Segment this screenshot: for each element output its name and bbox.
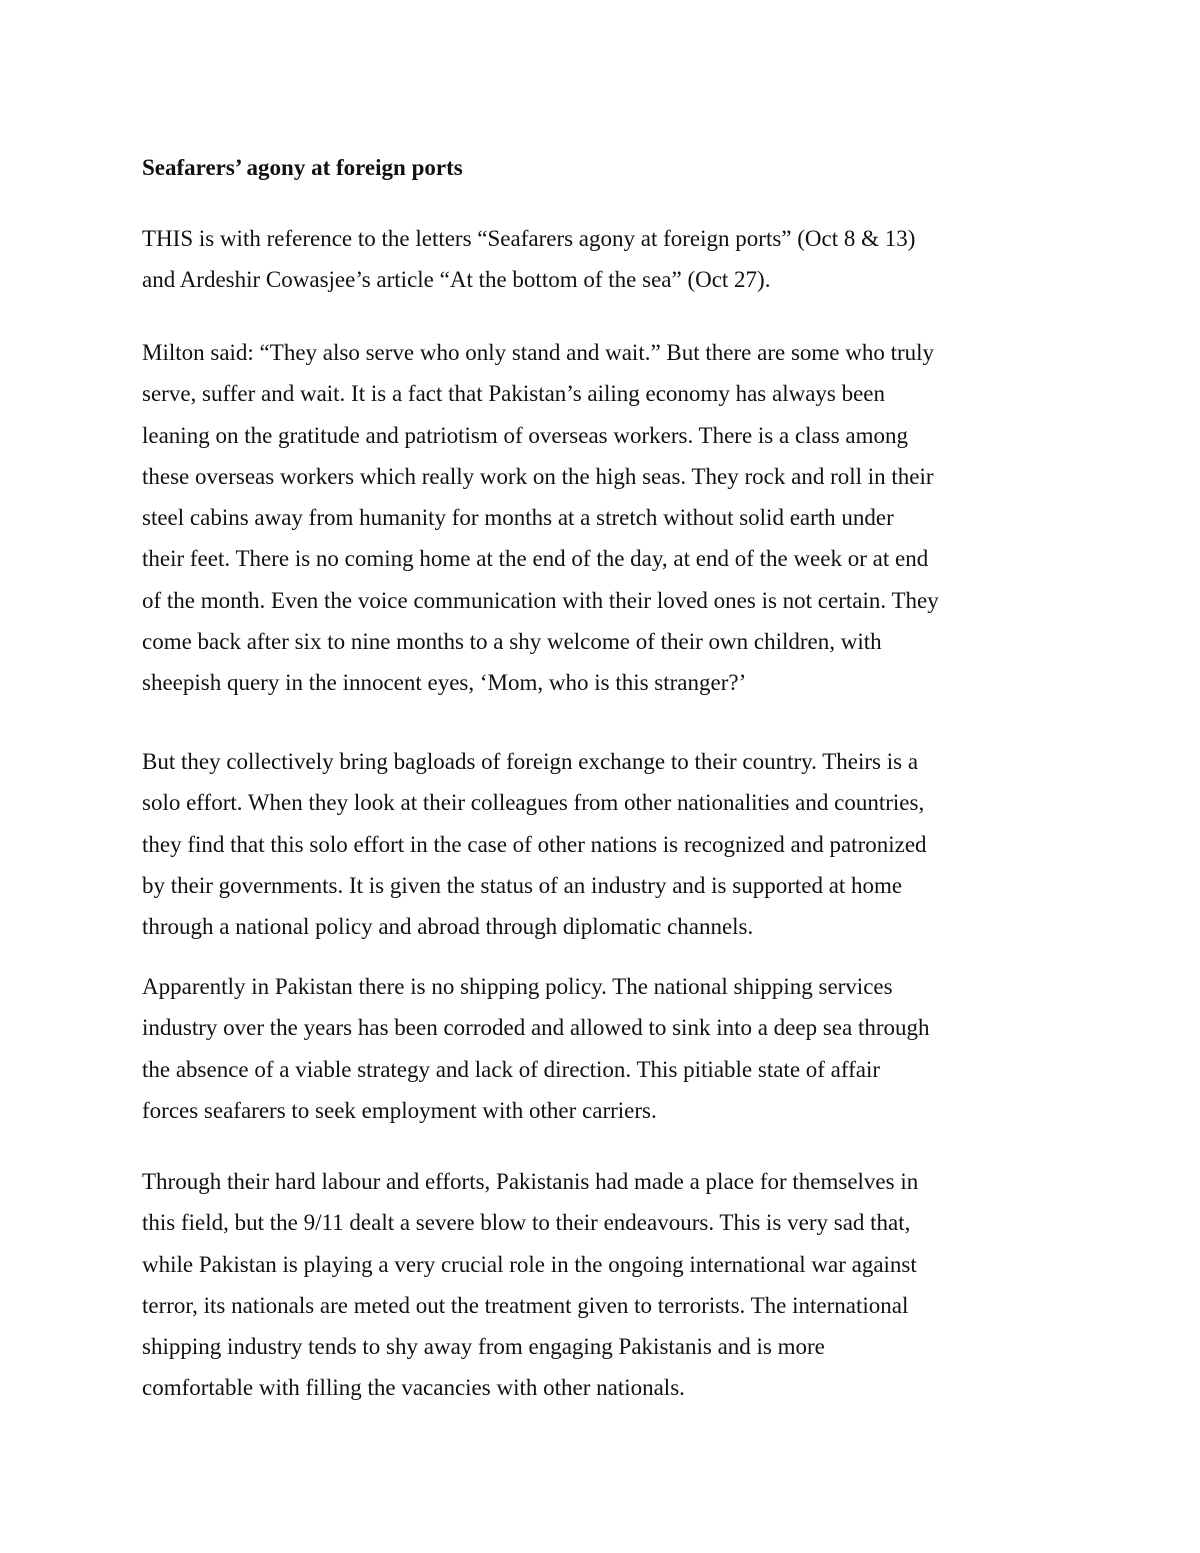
paragraph-line: they find that this solo effort in the case of other nations is recognized and patronized <box>142 831 927 857</box>
paragraph-line: serve, suffer and wait. It is a fact that Pakistan’s ailing economy has always been <box>142 381 886 407</box>
paragraph-line: THIS is with reference to the letters “Seafarers agony at foreign ports” (Oct 8 & 13) <box>142 226 916 251</box>
paragraph-line: forces seafarers to seek employment with other carriers. <box>142 1097 657 1123</box>
paragraph-line: shipping industry tends to shy away from engaging Pakistanis and is more <box>142 1334 825 1360</box>
paragraph-line: leaning on the gratitude and patriotism of overseas workers. There is a class among <box>142 422 909 448</box>
document-title: Seafarers’ agony at foreign ports <box>142 155 463 180</box>
body-paragraph <box>142 966 930 1131</box>
paragraph-line: come back after six to nine months to a shy welcome of their own children, with <box>142 629 882 655</box>
paragraph-line: sheepish query in the innocent eyes, ‘Mom, who is this stranger?’ <box>142 670 747 696</box>
paragraph-line: industry over the years has been corroded and allowed to sink into a deep sea through <box>142 1015 930 1041</box>
paragraph-line: these overseas workers which really work on the high seas. They rock and roll in their <box>142 463 934 489</box>
paragraph-line: by their governments. It is given the status of an industry and is supported at home <box>142 872 903 898</box>
paragraph-line: and Ardeshir Cowasjee’s article “At the bottom of the sea” (Oct 27). <box>142 267 771 293</box>
paragraph-line: steel cabins away from humanity for months at a stretch without solid earth under <box>142 505 894 531</box>
paragraph-line: while Pakistan is playing a very crucial role in the ongoing international war against <box>142 1251 917 1277</box>
paragraph-line: through a national policy and abroad through diplomatic channels. <box>142 914 754 940</box>
paragraph-line: their feet. There is no coming home at the end of the day, at end of the week or at end <box>142 546 929 572</box>
paragraph-line: Milton said: “They also serve who only stand and wait.” But there are some who truly <box>142 340 935 365</box>
paragraph-line: the absence of a viable strategy and lack of direction. This pitiable state of affair <box>142 1056 881 1082</box>
paragraph-line: Through their hard labour and efforts, Pakistanis had made a place for themselves in <box>142 1169 919 1194</box>
body-paragraph <box>142 218 915 301</box>
body-paragraph <box>142 1161 918 1409</box>
paragraph-line: terror, its nationals are meted out the treatment given to terrorists. The international <box>142 1292 909 1318</box>
paragraph-line: comfortable with filling the vacancies with other nationals. <box>142 1375 685 1401</box>
body-paragraph <box>142 741 927 947</box>
paragraph-line: this field, but the 9/11 dealt a severe blow to their endeavours. This is very sad that, <box>142 1210 911 1236</box>
paragraph-line: Apparently in Pakistan there is no shipping policy. The national shipping services <box>142 974 893 999</box>
paragraph-line: But they collectively bring bagloads of foreign exchange to their country. Theirs is a <box>142 749 919 774</box>
paragraph-line: solo effort. When they look at their colleagues from other nationalities and countries, <box>142 790 925 816</box>
paragraph-line: of the month. Even the voice communication with their loved ones is not certain. They <box>142 587 939 613</box>
body-paragraph <box>142 332 939 704</box>
